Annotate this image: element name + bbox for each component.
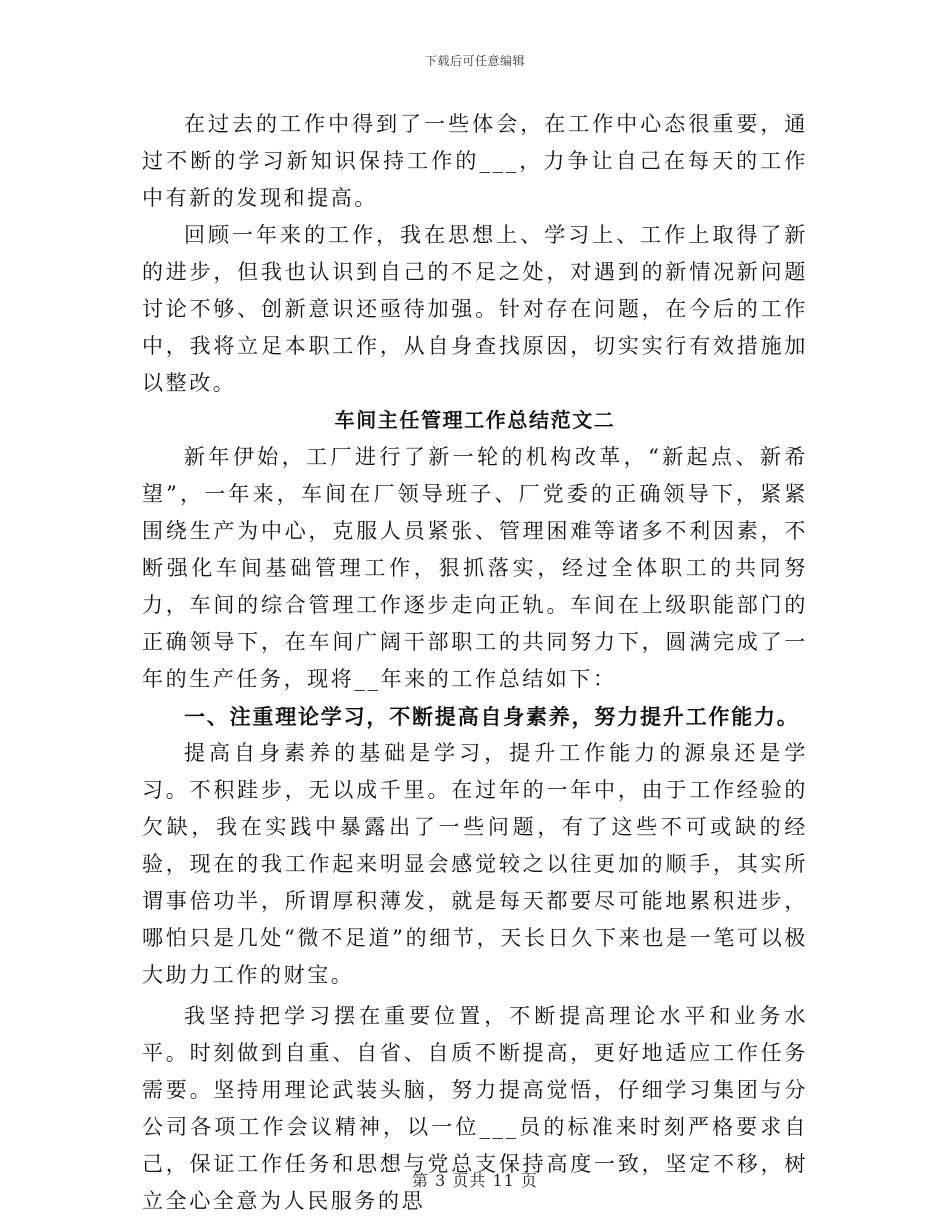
section-title: 车间主任管理工作总结范文二 [334,408,616,432]
section-heading-1: 一、注重理论学习，不断提高自身素养，努力提升工作能力。 [184,704,800,729]
paragraph-4: 提高自身素养的基础是学习，提升工作能力的源泉还是学习。不积跬步，无以成千里。在过年的一年中，由于工作经验的欠缺，我在实践中暴露出了一些问题，有了这些不可或缺的经验，现在的我工作起来明显会感觉较之以往更加的顺手，其实所谓事倍功半，所谓厚积薄发，就是每天都要尽可能地累积进步，哪怕只是几处“微不足道”的细节，天长日久下来也是一笔可以极大助力工作的财宝。 [142,741,808,987]
page-footer: 第 3 页共 11 页 [412,1171,538,1190]
paragraph-3: 新年伊始，工厂进行了新一轮的机构改革，“新起点、新希望”，一年来，车间在厂领导班子、厂党委的正确领导下，紧紧围绕生产为中心，克服人员紧张、管理困难等诸多不利因素，不断强化车间基础管理工作，狠抓落实，经过全体职工的共同努力，车间的综合管理工作逐步走向正轨。车间在上级职能部门的正确领导下，在车间广阔干部职工的共同努力下，圆满完成了一年的生产任务，现将__年来的工作总结如下： [142,445,808,691]
document-body [142,106,808,1220]
paragraph-1: 在过去的工作中得到了一些体会，在工作中心态很重要，通过不断的学习新知识保持工作的___，力争让自己在每天的工作中有新的发现和提高。 [142,112,808,210]
page-header: 下载后可任意编辑 [424,54,525,68]
paragraph-2: 回顾一年来的工作，我在思想上、学习上、工作上取得了新的进步，但我也认识到自己的不足之处，对遇到的新情况新问题讨论不够、创新意识还亟待加强。针对存在问题，在今后的工作中，我将立足本职工作，从自身查找原因，切实实行有效措施加以整改。 [142,223,808,395]
paragraph-5: 我坚持把学习摆在重要位置，不断提高理论水平和业务水平。时刻做到自重、自省、自质不断提高，更好地适应工作任务需要。坚持用理论武装头脑，努力提高觉悟，仔细学习集团与分公司各项工作会议精神，以一位___员的标准来时刻严格要求自己，保证工作任务和思想与党总支保持高度一致，坚定不移，树立全心全意为人民服务的思 [142,1004,808,1213]
